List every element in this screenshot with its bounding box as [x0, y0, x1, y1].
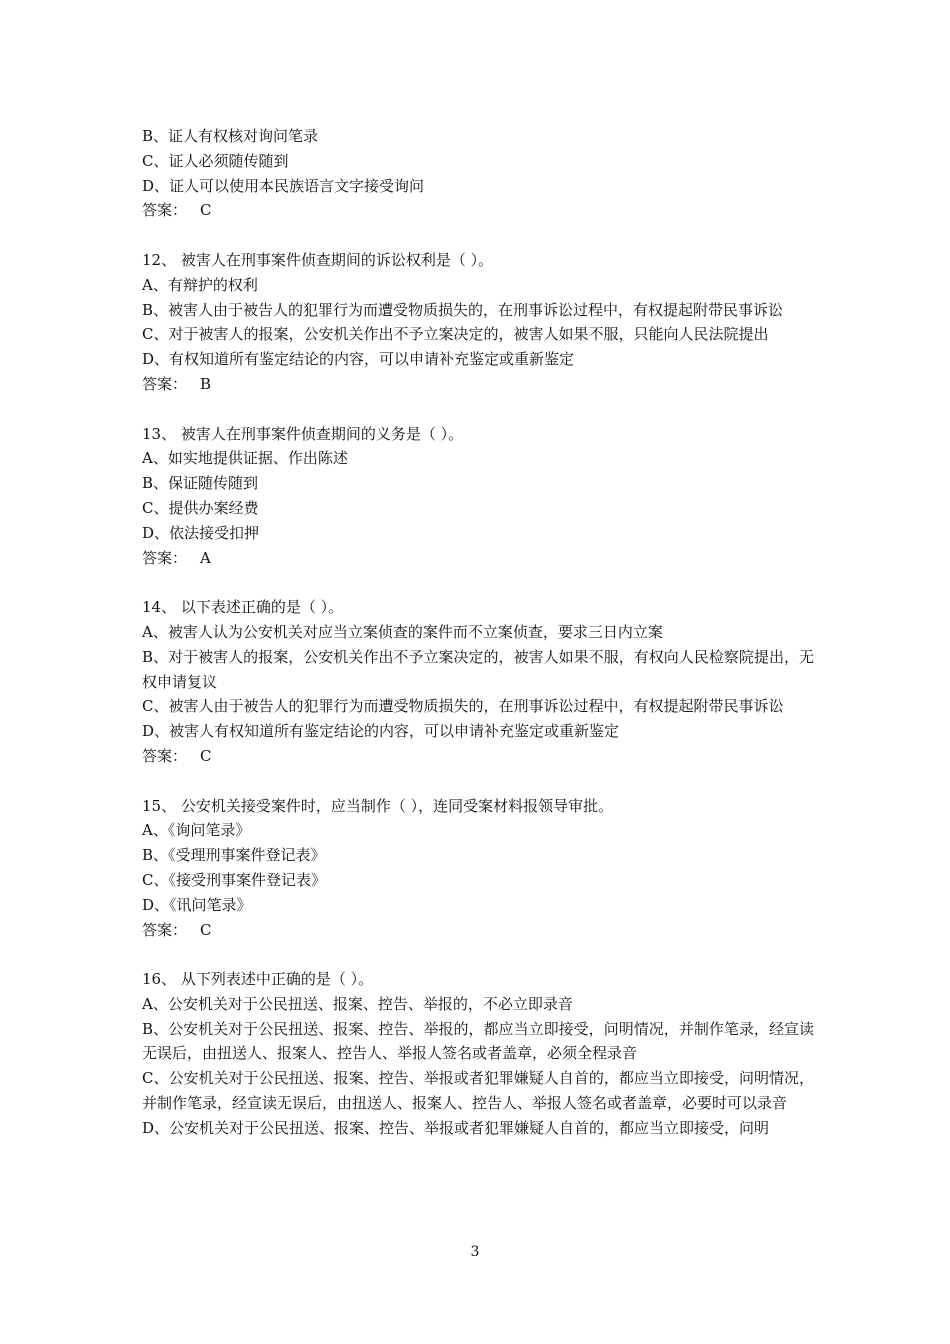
option-c: C、《接受刑事案件登记表》 [142, 870, 326, 889]
answer-line [142, 198, 814, 223]
question-stem: 14、 以下表述正确的是（ ）。 [142, 598, 344, 617]
option-a: A、被害人认为公安机关对应当立案侦查的案件而不立案侦查，要求三日内立案 [142, 622, 663, 641]
question-13 [142, 422, 814, 571]
option-d: D、依法接受扣押 [142, 523, 260, 542]
answer-label: 答案： [142, 374, 188, 393]
option-b: B、保证随传随到 [142, 474, 259, 493]
question-11-tail [142, 124, 814, 223]
question-16 [142, 967, 814, 1141]
answer-value: C [200, 201, 212, 220]
question-14 [142, 595, 814, 769]
question-15 [142, 794, 814, 943]
answer-line [142, 546, 814, 571]
option-b: B、对于被害人的报案，公安机关作出不予立案决定的，被害人如果不服，有权向人民检察院提出，无权申请复议 [142, 647, 814, 691]
answer-value: C [200, 920, 212, 939]
question-stem: 15、 公安机关接受案件时，应当制作（ ），连同受案材料报领导审批。 [142, 796, 614, 815]
answer-line [142, 372, 814, 397]
option-d: D、公安机关对于公民扭送、报案、控告、举报或者犯罪嫌疑人自首的，都应当立即接受，问明 [142, 1118, 770, 1137]
answer-label: 答案： [142, 920, 188, 939]
answer-label: 答案： [142, 746, 188, 765]
option-d: D、被害人有权知道所有鉴定结论的内容，可以申请补充鉴定或重新鉴定 [142, 722, 620, 741]
question-stem: 16、 从下列表述中正确的是（ ）。 [142, 970, 374, 989]
option-c: C、对于被害人的报案，公安机关作出不予立案决定的，被害人如果不服，只能向人民法院提出 [142, 325, 769, 344]
answer-value: B [200, 374, 212, 393]
option-a: A、《询问笔录》 [142, 821, 251, 840]
option-c: C、证人必须随传随到 [142, 151, 289, 170]
answer-line [142, 918, 814, 943]
option-d: D、《讯问笔录》 [142, 895, 252, 914]
option-c: C、被害人由于被告人的犯罪行为而遭受物质损失的，在刑事诉讼过程中，有权提起附带民事诉讼 [142, 697, 784, 716]
page-number: 3 [470, 1244, 480, 1260]
answer-label: 答案： [142, 548, 188, 567]
document-page [142, 124, 814, 1141]
option-b: B、公安机关对于公民扭送、报案、控告、举报的，都应当立即接受，问明情况，并制作笔录，经宣读无误后，由扭送人、报案人、控告人、举报人签名或者盖章，必须全程录音 [142, 1019, 814, 1063]
option-a: A、如实地提供证据、作出陈述 [142, 449, 348, 468]
option-b: B、被害人由于被告人的犯罪行为而遭受物质损失的，在刑事诉讼过程中，有权提起附带民事诉讼 [142, 300, 784, 319]
question-stem: 12、 被害人在刑事案件侦查期间的诉讼权利是（ ）。 [142, 250, 494, 269]
answer-value: C [200, 746, 212, 765]
option-d: D、证人可以使用本民族语言文字接受询问 [142, 176, 425, 195]
option-d: D、有权知道所有鉴定结论的内容，可以申请补充鉴定或重新鉴定 [142, 350, 575, 369]
answer-line [142, 744, 814, 769]
option-a: A、公安机关对于公民扭送、报案、控告、举报的，不必立即录音 [142, 994, 573, 1013]
answer-value: A [200, 548, 211, 567]
option-b: B、《受理刑事案件登记表》 [142, 846, 326, 865]
question-stem: 13、 被害人在刑事案件侦查期间的义务是（ ）。 [142, 424, 464, 443]
option-b: B、证人有权核对询问笔录 [142, 127, 319, 145]
option-a: A、有辩护的权利 [142, 275, 258, 294]
option-c: C、公安机关对于公民扭送、报案、控告、举报或者犯罪嫌疑人自首的，都应当立即接受，问明情况，并制作笔录，经宣读无误后，由扭送人、报案人、控告人、举报人签名或者盖章，必要时可以录音 [142, 1069, 814, 1113]
question-12 [142, 248, 814, 397]
answer-label: 答案： [142, 201, 188, 220]
option-c: C、提供办案经费 [142, 498, 259, 517]
